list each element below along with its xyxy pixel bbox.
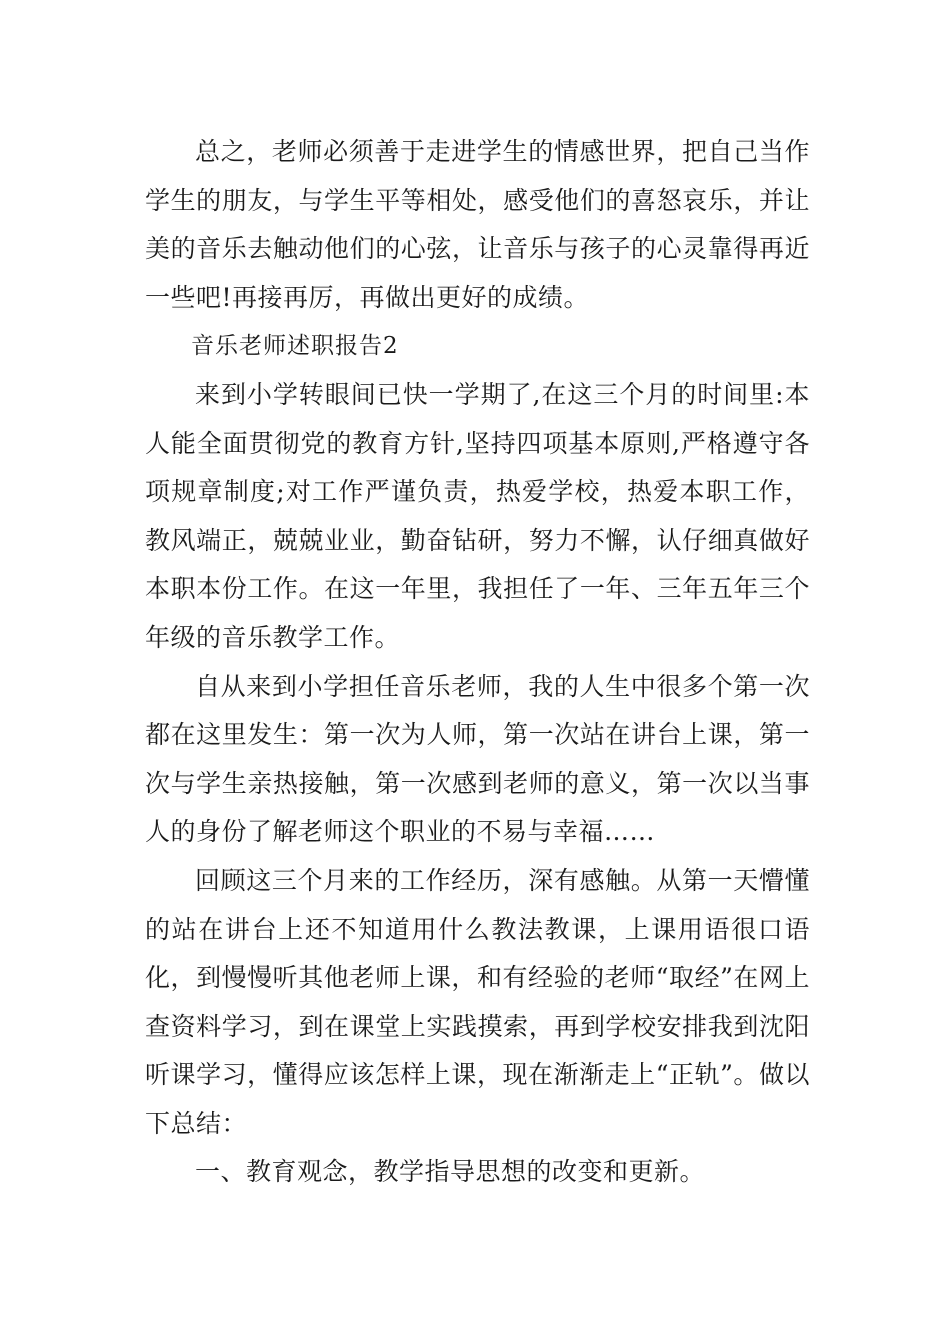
paragraph-review: 回顾这三个月来的工作经历，深有感触。从第一天懵懂的站在讲台上还不知道用什么教法教课，上课用语很口语化，到慢慢听其他老师上课，和有经验的老师“取经”在网上查资料学习，到在课堂上实践摸索，再到学校安排我到沈阳听课学习，懂得应该怎样上课，现在渐渐走上“正轨”。做以下总结： <box>145 865 810 1138</box>
paragraph-firsts: 自从来到小学担任音乐老师，我的人生中很多个第一次都在这里发生：第一次为人师，第一次站在讲台上课，第一次与学生亲热接触，第一次感到老师的意义，第一次以当事人的身份了解老师这个职业的不易与幸福…… <box>145 671 810 847</box>
document-body <box>145 128 810 1197</box>
paragraph-intro: 来到小学转眼间已快一学期了,在这三个月的时间里:本人能全面贯彻党的教育方针,坚持四项基本原则,严格遵守各项规章制度;对工作严谨负责，热爱学校，热爱本职工作，教风端正，兢兢业业，勤奋钻研，努力不懈，认仔细真做好本职本份工作。在这一年里，我担任了一年、三年五年三个年级的音乐教学工作。 <box>145 379 810 652</box>
section-heading: 音乐老师述职报告2 <box>191 333 399 360</box>
paragraph-conclusion: 总之，老师必须善于走进学生的情感世界，把自己当作学生的朋友，与学生平等相处，感受他们的喜怒哀乐，并让美的音乐去触动他们的心弦，让音乐与孩子的心灵靠得再近一些吧!再接再厉，再做出更好的成绩。 <box>145 137 810 312</box>
paragraph-point-one: 一、教育观念，教学指导思想的改变和更新。 <box>195 1157 706 1187</box>
